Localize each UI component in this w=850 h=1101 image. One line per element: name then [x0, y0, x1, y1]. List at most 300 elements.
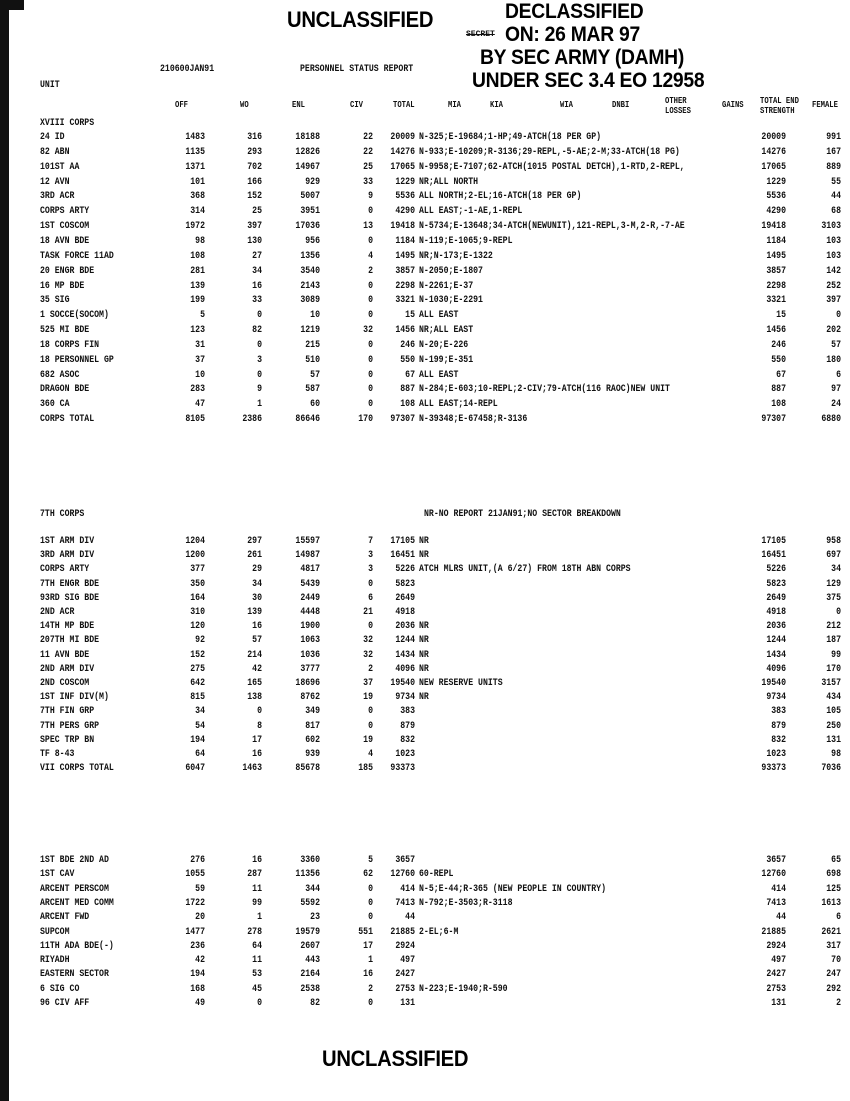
end-strength: 5823	[766, 579, 786, 590]
column-header: WIA	[560, 100, 573, 110]
off-count: 49	[195, 998, 205, 1009]
civ-count: 0	[368, 898, 373, 909]
remarks: N-325;E-19684;1-HP;49-ATCH(18 PER GP)	[419, 132, 602, 143]
end-strength: 246	[771, 340, 786, 351]
unit-name: 1ST ARM DIV	[40, 536, 95, 547]
total-count: 2427	[395, 969, 415, 980]
wo-count: 0	[257, 998, 262, 1009]
end-strength: 887	[771, 384, 786, 395]
unit-name: 14TH MP BDE	[40, 621, 95, 632]
off-count: 1135	[185, 147, 205, 158]
female-count: 317	[826, 941, 841, 952]
column-header: OFF	[175, 100, 188, 110]
enl-count: 10	[310, 310, 320, 321]
wo-count: 57	[252, 635, 262, 646]
wo-count: 27	[252, 251, 262, 262]
off-count: 1483	[185, 132, 205, 143]
unit-name: 3RD ARM DIV	[40, 550, 95, 561]
civ-count: 32	[363, 635, 373, 646]
unit-name: 11TH ADA BDE(-)	[40, 941, 114, 952]
total-count: 14276	[390, 147, 415, 158]
civ-count: 2	[368, 664, 373, 675]
unit-name: CORPS ARTY	[40, 206, 90, 217]
wo-count: 16	[252, 281, 262, 292]
civ-count: 19	[363, 692, 373, 703]
wo-count: 3	[257, 355, 262, 366]
enl-count: 3777	[300, 664, 320, 675]
unit-name: ARCENT FWD	[40, 912, 90, 923]
enl-count: 85678	[295, 763, 320, 774]
enl-count: 215	[305, 340, 320, 351]
end-strength: 44	[776, 912, 786, 923]
column-header: DNBI	[612, 100, 630, 110]
civ-count: 16	[363, 969, 373, 980]
unit-name: 96 CIV AFF	[40, 998, 90, 1009]
female-count: 70	[831, 955, 841, 966]
female-count: 375	[826, 593, 841, 604]
scan-edge-corner	[0, 0, 24, 10]
remarks: ALL EAST	[419, 370, 459, 381]
enl-count: 349	[305, 706, 320, 717]
off-count: 283	[190, 384, 205, 395]
remarks: ALL EAST;14-REPL	[419, 399, 498, 410]
enl-count: 23	[310, 912, 320, 923]
end-strength: 12760	[761, 869, 786, 880]
wo-count: 278	[247, 927, 262, 938]
civ-count: 0	[368, 998, 373, 1009]
female-count: 698	[826, 869, 841, 880]
remarks: NR	[419, 650, 429, 661]
end-strength: 3657	[766, 855, 786, 866]
remarks: N-5;E-44;R-365 (NEW PEOPLE IN COUNTRY)	[419, 884, 606, 895]
total-count: 4290	[395, 206, 415, 217]
wo-count: 16	[252, 621, 262, 632]
unit-name: TASK FORCE 11AD	[40, 251, 114, 262]
enl-count: 5592	[300, 898, 320, 909]
end-strength: 7413	[766, 898, 786, 909]
remarks: N-5734;E-13648;34-ATCH(NEWUNIT),121-REPL,3-M,2-R,-7-AE	[419, 221, 685, 232]
end-strength: 17105	[761, 536, 786, 547]
off-count: 1972	[185, 221, 205, 232]
end-strength: 20009	[761, 132, 786, 143]
column-header: WO	[240, 100, 249, 110]
unit-name: ARCENT MED COMM	[40, 898, 114, 909]
female-count: 167	[826, 147, 841, 158]
total-count: 1229	[395, 177, 415, 188]
enl-count: 5439	[300, 579, 320, 590]
total-count: 131	[400, 998, 415, 1009]
off-count: 34	[195, 706, 205, 717]
off-count: 37	[195, 355, 205, 366]
enl-count: 956	[305, 236, 320, 247]
wo-count: 8	[257, 721, 262, 732]
end-strength: 4096	[766, 664, 786, 675]
off-count: 1477	[185, 927, 205, 938]
civ-count: 2	[368, 984, 373, 995]
total-count: 93373	[390, 763, 415, 774]
end-strength: 1229	[766, 177, 786, 188]
off-count: 152	[190, 650, 205, 661]
civ-count: 5	[368, 855, 373, 866]
female-count: 202	[826, 325, 841, 336]
total-count: 9734	[395, 692, 415, 703]
unit-name: 3RD ACR	[40, 191, 75, 202]
total-count: 5536	[395, 191, 415, 202]
unit-name: EASTERN SECTOR	[40, 969, 109, 980]
off-count: 139	[190, 281, 205, 292]
stamp-line-2: ON: 26 MAR 97	[505, 23, 640, 46]
end-strength: 4918	[766, 607, 786, 618]
enl-count: 18188	[295, 132, 320, 143]
wo-count: 138	[247, 692, 262, 703]
enl-count: 2538	[300, 984, 320, 995]
enl-count: 344	[305, 884, 320, 895]
wo-count: 25	[252, 206, 262, 217]
end-strength: 108	[771, 399, 786, 410]
total-count: 7413	[395, 898, 415, 909]
end-strength: 4290	[766, 206, 786, 217]
column-header: OTHER LOSSES	[665, 96, 691, 116]
off-count: 281	[190, 266, 205, 277]
off-count: 194	[190, 735, 205, 746]
wo-count: 2386	[242, 414, 262, 425]
remarks: N-2261;E-37	[419, 281, 474, 292]
remarks: NR;ALL EAST	[419, 325, 474, 336]
enl-count: 1356	[300, 251, 320, 262]
civ-count: 170	[358, 414, 373, 425]
enl-count: 510	[305, 355, 320, 366]
remarks: N-9958;E-7107;62-ATCH(1015 POSTAL DETCH),1-RTD,2-REPL,	[419, 162, 685, 173]
unit-name: CORPS ARTY	[40, 564, 90, 575]
female-count: 103	[826, 251, 841, 262]
wo-count: 45	[252, 984, 262, 995]
female-count: 125	[826, 884, 841, 895]
struck-classification: SECRET	[466, 30, 495, 39]
end-strength: 15	[776, 310, 786, 321]
enl-count: 939	[305, 749, 320, 760]
total-count: 20009	[390, 132, 415, 143]
off-count: 377	[190, 564, 205, 575]
female-count: 991	[826, 132, 841, 143]
section-note: NR-NO REPORT 21JAN91;NO SECTOR BREAKDOWN	[424, 509, 621, 520]
column-header: MIA	[448, 100, 461, 110]
end-strength: 3321	[766, 295, 786, 306]
classification-marking-top: UNCLASSIFIED	[287, 7, 434, 32]
end-strength: 1244	[766, 635, 786, 646]
total-count: 550	[400, 355, 415, 366]
off-count: 199	[190, 295, 205, 306]
civ-count: 37	[363, 678, 373, 689]
female-count: 7036	[821, 763, 841, 774]
wo-count: 397	[247, 221, 262, 232]
remarks: ALL EAST	[419, 310, 459, 321]
civ-count: 4	[368, 749, 373, 760]
total-count: 1244	[395, 635, 415, 646]
female-count: 6	[836, 370, 841, 381]
unit-name: 2ND COSCOM	[40, 678, 90, 689]
enl-count: 587	[305, 384, 320, 395]
off-count: 31	[195, 340, 205, 351]
unit-name: 7TH ENGR BDE	[40, 579, 100, 590]
classification-marking-bottom: UNCLASSIFIED	[322, 1046, 469, 1071]
wo-count: 64	[252, 941, 262, 952]
civ-count: 0	[368, 912, 373, 923]
column-header: TOTAL	[393, 100, 415, 110]
unit-name: 1ST BDE 2ND AD	[40, 855, 109, 866]
civ-count: 0	[368, 621, 373, 632]
enl-count: 1036	[300, 650, 320, 661]
civ-count: 6	[368, 593, 373, 604]
unit-name: RIYADH	[40, 955, 70, 966]
end-strength: 497	[771, 955, 786, 966]
female-count: 292	[826, 984, 841, 995]
total-count: 3857	[395, 266, 415, 277]
civ-count: 0	[368, 310, 373, 321]
female-count: 2621	[821, 927, 841, 938]
civ-count: 21	[363, 607, 373, 618]
off-count: 120	[190, 621, 205, 632]
remarks: NR;ALL NORTH	[419, 177, 479, 188]
wo-count: 287	[247, 869, 262, 880]
enl-count: 1219	[300, 325, 320, 336]
off-count: 642	[190, 678, 205, 689]
civ-count: 1	[368, 955, 373, 966]
female-count: 99	[831, 650, 841, 661]
civ-count: 13	[363, 221, 373, 232]
unit-name: 24 ID	[40, 132, 65, 143]
civ-count: 185	[358, 763, 373, 774]
end-strength: 21885	[761, 927, 786, 938]
enl-count: 602	[305, 735, 320, 746]
wo-count: 34	[252, 266, 262, 277]
enl-count: 14967	[295, 162, 320, 173]
off-count: 815	[190, 692, 205, 703]
off-count: 92	[195, 635, 205, 646]
section-title: XVIII CORPS	[40, 118, 95, 129]
off-count: 1371	[185, 162, 205, 173]
total-count: 1495	[395, 251, 415, 262]
remarks: NR	[419, 550, 429, 561]
female-count: 97	[831, 384, 841, 395]
end-strength: 131	[771, 998, 786, 1009]
female-count: 57	[831, 340, 841, 351]
end-strength: 1434	[766, 650, 786, 661]
off-count: 10	[195, 370, 205, 381]
end-strength: 2298	[766, 281, 786, 292]
off-count: 314	[190, 206, 205, 217]
unit-name: 2ND ACR	[40, 607, 75, 618]
unit-name: 20 ENGR BDE	[40, 266, 95, 277]
remarks: ATCH MLRS UNIT,(A 6/27) FROM 18TH ABN CORPS	[419, 564, 631, 575]
civ-count: 22	[363, 147, 373, 158]
end-strength: 2924	[766, 941, 786, 952]
wo-count: 82	[252, 325, 262, 336]
wo-count: 17	[252, 735, 262, 746]
civ-count: 22	[363, 132, 373, 143]
female-count: 98	[831, 749, 841, 760]
end-strength: 17065	[761, 162, 786, 173]
end-strength: 1184	[766, 236, 786, 247]
female-count: 131	[826, 735, 841, 746]
end-strength: 5226	[766, 564, 786, 575]
wo-count: 16	[252, 855, 262, 866]
female-count: 2	[836, 998, 841, 1009]
wo-count: 42	[252, 664, 262, 675]
female-count: 247	[826, 969, 841, 980]
civ-count: 0	[368, 884, 373, 895]
off-count: 350	[190, 579, 205, 590]
off-count: 98	[195, 236, 205, 247]
civ-count: 9	[368, 191, 373, 202]
female-count: 434	[826, 692, 841, 703]
enl-count: 1063	[300, 635, 320, 646]
civ-count: 0	[368, 721, 373, 732]
total-count: 1184	[395, 236, 415, 247]
total-count: 4918	[395, 607, 415, 618]
total-count: 414	[400, 884, 415, 895]
remarks: N-792;E-3503;R-3118	[419, 898, 513, 909]
total-count: 3657	[395, 855, 415, 866]
civ-count: 0	[368, 295, 373, 306]
enl-count: 3951	[300, 206, 320, 217]
unit-column-label: UNIT	[40, 80, 60, 91]
off-count: 1722	[185, 898, 205, 909]
total-count: 108	[400, 399, 415, 410]
wo-count: 30	[252, 593, 262, 604]
total-count: 44	[405, 912, 415, 923]
civ-count: 3	[368, 564, 373, 575]
enl-count: 15597	[295, 536, 320, 547]
unit-name: 6 SIG CO	[40, 984, 80, 995]
enl-count: 3089	[300, 295, 320, 306]
column-header: ENL	[292, 100, 305, 110]
end-strength: 2427	[766, 969, 786, 980]
wo-count: 53	[252, 969, 262, 980]
wo-count: 0	[257, 340, 262, 351]
total-count: 497	[400, 955, 415, 966]
civ-count: 0	[368, 370, 373, 381]
enl-count: 5007	[300, 191, 320, 202]
scan-edge	[0, 0, 9, 1101]
wo-count: 11	[252, 884, 262, 895]
wo-count: 9	[257, 384, 262, 395]
enl-count: 82	[310, 998, 320, 1009]
end-strength: 14276	[761, 147, 786, 158]
female-count: 6	[836, 912, 841, 923]
wo-count: 11	[252, 955, 262, 966]
enl-count: 443	[305, 955, 320, 966]
female-count: 252	[826, 281, 841, 292]
enl-count: 2449	[300, 593, 320, 604]
wo-count: 165	[247, 678, 262, 689]
total-count: 383	[400, 706, 415, 717]
remarks: N-284;E-603;10-REPL;2-CIV;79-ATCH(116 RAOC)NEW UNIT	[419, 384, 670, 395]
female-count: 180	[826, 355, 841, 366]
end-strength: 1495	[766, 251, 786, 262]
remarks: NR	[419, 664, 429, 675]
wo-count: 0	[257, 310, 262, 321]
remarks: NR;N-173;E-1322	[419, 251, 493, 262]
unit-name: 16 MP BDE	[40, 281, 85, 292]
end-strength: 19418	[761, 221, 786, 232]
enl-count: 4448	[300, 607, 320, 618]
off-count: 368	[190, 191, 205, 202]
civ-count: 32	[363, 325, 373, 336]
female-count: 3103	[821, 221, 841, 232]
off-count: 276	[190, 855, 205, 866]
remarks: NR	[419, 621, 429, 632]
remarks: ALL NORTH;2-EL;16-ATCH(18 PER GP)	[419, 191, 582, 202]
female-count: 68	[831, 206, 841, 217]
female-count: 397	[826, 295, 841, 306]
female-count: 1613	[821, 898, 841, 909]
unit-name: SPEC TRP BN	[40, 735, 95, 746]
enl-count: 3540	[300, 266, 320, 277]
unit-name: TF 8-43	[40, 749, 75, 760]
total-count: 2753	[395, 984, 415, 995]
civ-count: 25	[363, 162, 373, 173]
female-count: 0	[836, 607, 841, 618]
enl-count: 57	[310, 370, 320, 381]
off-count: 123	[190, 325, 205, 336]
stamp-line-3: BY SEC ARMY (DAMH)	[480, 46, 684, 69]
female-count: 697	[826, 550, 841, 561]
female-count: 170	[826, 664, 841, 675]
civ-count: 0	[368, 355, 373, 366]
unit-name: 525 MI BDE	[40, 325, 90, 336]
total-count: 97307	[390, 414, 415, 425]
civ-count: 0	[368, 706, 373, 717]
civ-count: 0	[368, 399, 373, 410]
unit-name: CORPS TOTAL	[40, 414, 95, 425]
wo-count: 0	[257, 370, 262, 381]
enl-count: 86646	[295, 414, 320, 425]
wo-count: 214	[247, 650, 262, 661]
unit-name: 93RD SIG BDE	[40, 593, 100, 604]
wo-count: 702	[247, 162, 262, 173]
wo-count: 297	[247, 536, 262, 547]
female-count: 55	[831, 177, 841, 188]
unit-name: 2ND ARM DIV	[40, 664, 95, 675]
total-count: 17065	[390, 162, 415, 173]
total-count: 16451	[390, 550, 415, 561]
off-count: 108	[190, 251, 205, 262]
remarks: 60-REPL	[419, 869, 454, 880]
end-strength: 1023	[766, 749, 786, 760]
unit-name: 18 PERSONNEL GP	[40, 355, 114, 366]
civ-count: 7	[368, 536, 373, 547]
civ-count: 0	[368, 236, 373, 247]
end-strength: 550	[771, 355, 786, 366]
total-count: 19540	[390, 678, 415, 689]
off-count: 236	[190, 941, 205, 952]
wo-count: 33	[252, 295, 262, 306]
unit-name: 82 ABN	[40, 147, 70, 158]
off-count: 1204	[185, 536, 205, 547]
civ-count: 62	[363, 869, 373, 880]
female-count: 212	[826, 621, 841, 632]
end-strength: 3857	[766, 266, 786, 277]
total-count: 832	[400, 735, 415, 746]
column-header: CIV	[350, 100, 363, 110]
off-count: 54	[195, 721, 205, 732]
total-count: 1456	[395, 325, 415, 336]
enl-count: 14987	[295, 550, 320, 561]
unit-name: 1ST COSCOM	[40, 221, 90, 232]
off-count: 101	[190, 177, 205, 188]
unit-name: 360 CA	[40, 399, 70, 410]
unit-name: 11 AVN BDE	[40, 650, 90, 661]
